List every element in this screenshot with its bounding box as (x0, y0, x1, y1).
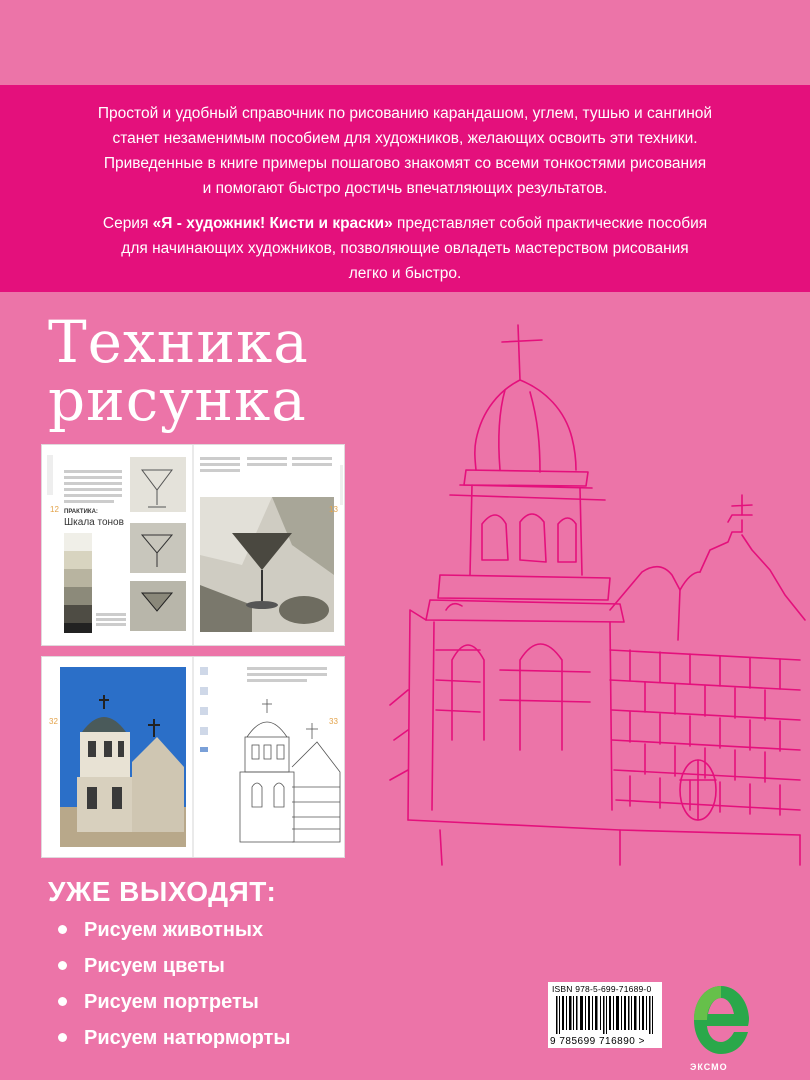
eksmo-logo-icon (686, 982, 756, 1072)
page-number-left: 12 (50, 505, 59, 514)
barcode-digits: 9 785699 716890 > (550, 1036, 645, 1047)
series-name: «Я - художник! Кисти и краски» (152, 215, 393, 232)
bullet-icon (58, 1033, 67, 1042)
page-number-left: 32 (49, 717, 58, 726)
description-paragraph: Простой и удобный справочник по рисованию карандашом, углем, тушью и сангиной станет незаменимым пособием для художников, желающих освоить эти техники. Приведенные в книге примеры пошагово знакомят со всеми тонкостями рисования и помогают быстро достичь впечатляющих результатов. (97, 105, 713, 197)
series-list (50, 918, 290, 1062)
spread-tones-illustration (42, 445, 344, 645)
page-number-right: 13 (329, 505, 338, 514)
barcode-bars (556, 996, 656, 1034)
list-item: Рисуем натюрморты (50, 1026, 290, 1062)
sample-spread-tones (42, 445, 344, 645)
sample-spread-church (42, 657, 344, 857)
series-heading: УЖЕ ВЫХОДЯТ: (48, 876, 277, 907)
church-sketch-illustration (380, 310, 810, 870)
bullet-icon (58, 961, 67, 970)
publisher-name: ЭКСМО (690, 1062, 728, 1072)
description-band (0, 85, 810, 292)
list-item: Рисуем цветы (50, 954, 290, 990)
book-title: Техника рисунка (48, 308, 309, 434)
list-item: Рисуем портреты (50, 990, 290, 1026)
list-item: Рисуем животных (50, 918, 290, 954)
page-number-right: 33 (329, 717, 338, 726)
isbn-barcode (548, 982, 662, 1048)
bullet-icon (58, 925, 67, 934)
bullet-icon (58, 997, 67, 1006)
isbn-label: ISBN 978-5-699-71689-0 (552, 984, 652, 994)
spread-heading: Шкала тонов (64, 517, 124, 528)
series-paragraph: Серия «Я - художник! Кисти и краски» представляет собой практические пособия для начинающих художников, позволяющие овладеть мастерством рисования легко и быстро. (102, 215, 708, 282)
spread-church-illustration (42, 657, 344, 857)
spread-heading-small: ПРАКТИКА: (64, 509, 98, 515)
